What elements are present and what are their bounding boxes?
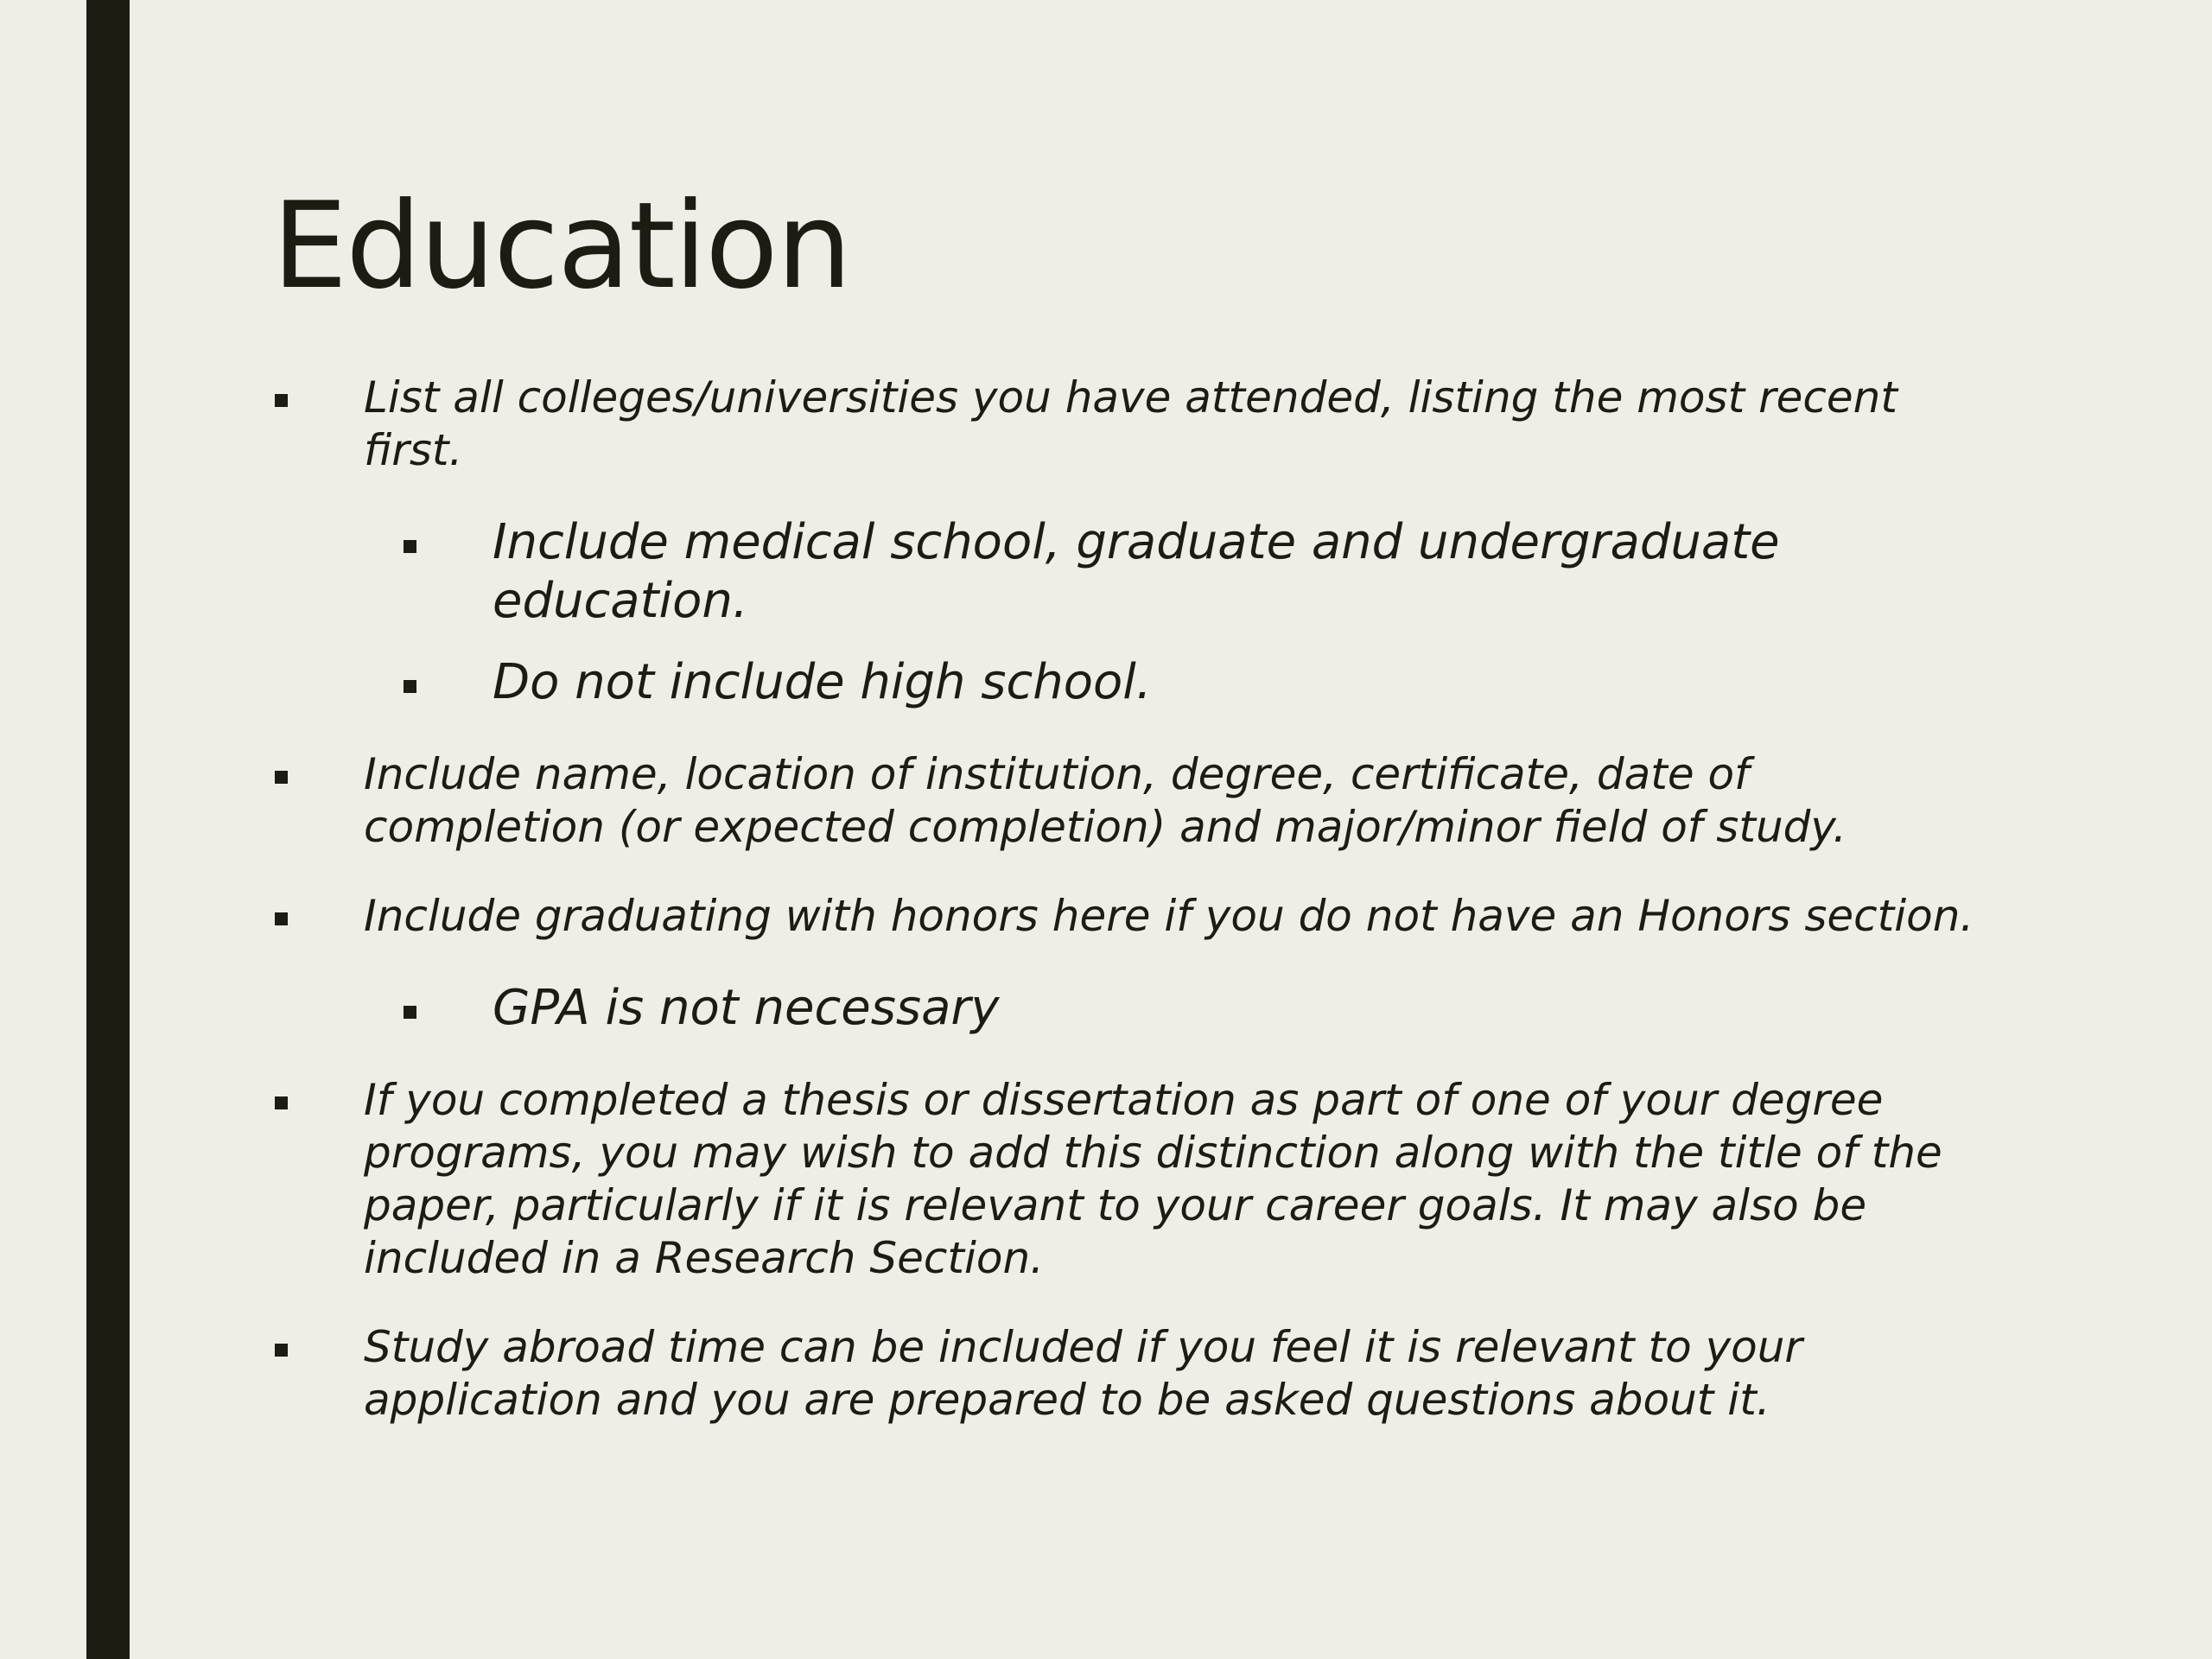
square-bullet-icon — [275, 771, 288, 784]
sub-bullet-item — [272, 653, 1992, 712]
square-bullet-icon — [404, 1006, 416, 1019]
square-bullet-icon — [275, 1096, 288, 1109]
sub-bullet-text: Include medical school, graduate and undergraduate education. — [493, 514, 1780, 629]
slide-title: Education — [272, 176, 851, 315]
sub-bullet-item — [272, 513, 1992, 631]
bullet-item — [272, 372, 1992, 477]
bullet-item — [272, 890, 1992, 943]
square-bullet-icon — [275, 394, 288, 407]
sub-bullet-item — [272, 979, 1992, 1038]
bullet-list — [272, 372, 1992, 1427]
square-bullet-icon — [275, 1344, 288, 1357]
sub-bullet-text: Do not include high school. — [493, 654, 1152, 710]
accent-bar — [86, 0, 130, 1659]
sub-bullet-text: GPA is not necessary — [493, 980, 1000, 1036]
bullet-text: List all colleges/universities you have attended, listing the most recent first. — [364, 372, 1897, 475]
bullet-item — [272, 748, 1992, 854]
square-bullet-icon — [404, 540, 416, 553]
slide-content — [272, 372, 1992, 1463]
bullet-text: Study abroad time can be included if you feel it is relevant to your application and you are prepared to be asked questions about it. — [364, 1322, 1802, 1425]
bullet-item — [272, 1074, 1992, 1285]
square-bullet-icon — [404, 680, 416, 693]
bullet-text: Include name, location of institution, degree, certificate, date of completion (or expected completion) and major/minor field of study. — [364, 749, 1847, 852]
bullet-text: If you completed a thesis or dissertation as part of one of your degree programs, you may wish to add this distinction along with the title of the paper, particularly if it is relevant to your career goals. It may also be included in a Research Section. — [364, 1075, 1942, 1283]
square-bullet-icon — [275, 912, 288, 925]
bullet-item — [272, 1321, 1992, 1427]
bullet-text: Include graduating with honors here if you do not have an Honors section. — [364, 891, 1974, 941]
